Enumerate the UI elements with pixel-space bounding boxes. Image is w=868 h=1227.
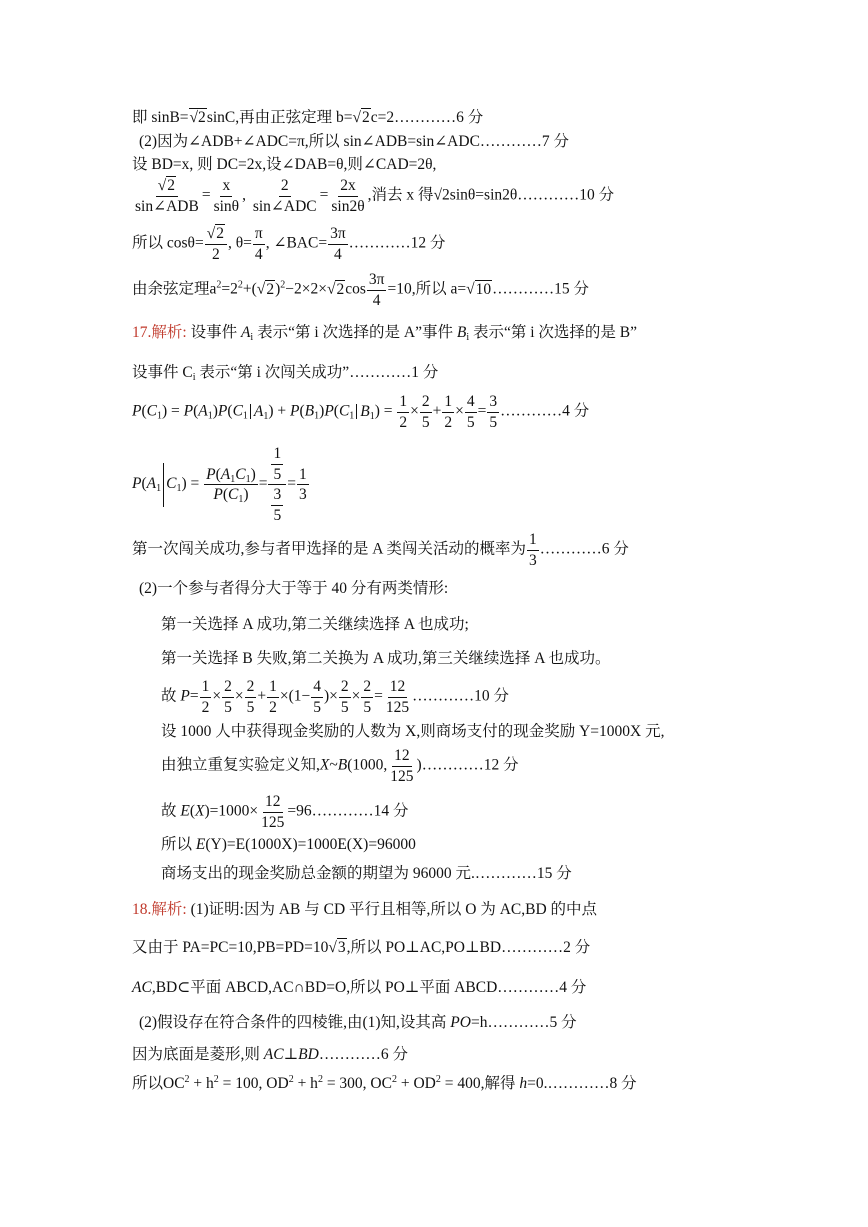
q18-line-5: 因为底面是菱形,则 AC⊥BD…………6 分	[132, 1046, 408, 1063]
line-6-equation: 由余弦定理$a^2=2^2+(√2)^2-2\times 2\times√2\cos$ $\frac{3\pi}{4}$ =10,所以 a=√10…………15 分	[132, 271, 589, 309]
line-4-tail: ,消去 x 得√2sinθ=sin2θ…………10 分	[367, 186, 615, 204]
q17-final-line: 商场支出的现金奖励总金额的期望为 96000 元.…………15 分	[161, 865, 572, 882]
q18-line-1	[132, 902, 597, 918]
line-5-head: 所以 cosθ=	[132, 234, 204, 252]
q17-binomial-line: 由独立重复实验定义知,X~B(1000, $\frac{12}{125}$ )…………12 分	[161, 747, 519, 785]
q18-line-3: AC,BD⊂平面 ABCD,AC∩BD=O,所以 PO⊥平面 ABCD…………4 分	[132, 979, 587, 996]
q17-conditional-equation: $P(A_1$ $C_1$) = $\frac{P(A_1C_1)}{P(C_1)}$ = $\frac{\frac{1}{5}}{\frac{3}{5}}$ = $\frac{1}{3}$	[132, 445, 307, 524]
line-3: 设 BD=x, 则 DC=2x,设∠DAB=θ,则∠CAD=2θ,	[132, 156, 437, 173]
q17-ex-tail: =96…………14 分	[287, 802, 409, 820]
line-1: 即 sinB=√2sinC,再由正弦定理 b=√2c=2…………6 分	[132, 109, 484, 126]
line-4-equation: $\frac{√2}{\text{sin∠ADB}}$ = $\frac{x}{\sin\theta}$ , $\frac{2}{\text{sin∠ADC}}$ = $\frac{2x}{\sin 2\theta}$ ,消去 x 得√2sinθ=sin2θ…………10 分	[135, 177, 615, 215]
q17-first-tail: …………6 分	[539, 540, 629, 558]
q17-p2-equation: 故 P= $\frac{1}{2}$ × $\frac{2}{5}$ × $\frac{2}{5}$ + $\frac{1}{2}$ ×(1− $\frac{4}{5}$ )× $\frac{2}{5}$ × $\frac{2}{5}$ = $\frac{12}{125}$ …………10 分	[161, 678, 510, 716]
q17-set-line: 设 1000 人中获得现金奖励的人数为 X,则商场支付的现金奖励 Y=1000X 元,	[161, 723, 665, 740]
q17-expectation-line: 故 E(X)=1000× $\frac{12}{125}$ =96…………14 分	[161, 793, 409, 831]
q17-p-tail: …………4 分	[500, 402, 590, 420]
q17-line-2: 设事件 $C_i$ 表示“第 i 次闯关成功”…………1 分	[132, 364, 439, 383]
q17-label: 17.解析:	[132, 324, 187, 341]
q17-p2-tail: …………10 分	[412, 687, 510, 705]
q17-ind-text: 由独立重复实验定义知,	[161, 756, 320, 774]
q17-probability-equation: $P(C_1) = P(A_1)P(C_1$ $A_1) + P(B_1)P(C_1$ $B_1$) = $\frac{1}{2}$ × $\frac{2}{5}$ + $\frac{1}{2}$ × $\frac{4}{5}$ = $\frac{3}{5}$ …………4 分	[132, 393, 590, 431]
q18-line-6: 所以$OC^2 + h^2 = 100$, $OD^2 + h^2 = 300$, $OC^2 + OD^2 = 400$,解得 h=0.…………8 分	[132, 1074, 637, 1092]
q18-label: 18.解析:	[132, 901, 187, 918]
q17-case-1: 第一关选择 A 成功,第二关继续选择 A 也成功;	[161, 616, 469, 633]
q17-intro-line: 17.解析: 设事件 $A_i$ 表示“第 i 次选择的是 A”事件 $B_i$ 表示“第 i 次选择的是 B”	[132, 324, 637, 343]
q17-ind-tail: …………12 分	[421, 756, 519, 774]
q17-part-2: (2)一个参与者得分大于等于 40 分有两类情形:	[139, 580, 449, 597]
q18-line-4: (2)假设存在符合条件的四棱锥,由(1)知,设其高 PO=h…………5 分	[139, 1014, 577, 1031]
q17-first-line: 第一次闯关成功,参与者甲选择的是 A 类闯关活动的概率为 $\frac{1}{3}$ …………6 分	[132, 531, 629, 569]
q18-line-1-text: (1)证明:因为 AB 与 CD 平行且相等,所以 O 为 AC,BD 的中点	[190, 901, 598, 918]
line-5-tail: …………12 分	[348, 234, 446, 252]
q17-first-text: 第一次闯关成功,参与者甲选择的是 A 类闯关活动的概率为	[132, 540, 526, 558]
line-5-equation: 所以 cosθ= $\frac{√2}{2}$ , θ= $\frac{\pi}{4}$ , ∠BAC= $\frac{3\pi}{4}$ …………12 分	[132, 225, 446, 263]
q17-ey-line: 所以 E(Y)=E(1000X)=1000E(X)=96000	[161, 836, 416, 853]
line-2: (2)因为∠ADB+∠ADC=π,所以 sin∠ADB=sin∠ADC…………7 分	[139, 133, 570, 150]
q17-case-2: 第一关选择 B 失败,第二关换为 A 成功,第三关继续选择 A 也成功。	[161, 650, 611, 667]
q18-line-2: 又由于 PA=PC=10,PB=PD=10√3,所以 PO⊥AC,PO⊥BD…………2 分	[132, 939, 591, 956]
